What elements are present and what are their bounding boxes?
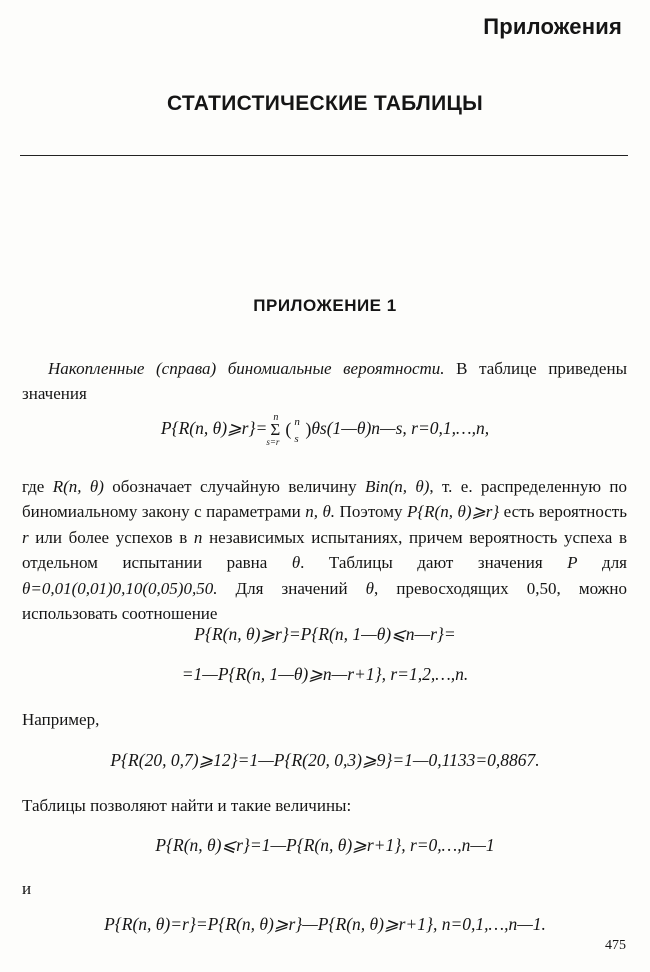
formula-cumulative-binomial bbox=[0, 412, 650, 448]
formula1-lhs: P{R(n, θ)⩾r}= bbox=[160, 418, 268, 439]
tables-text: Таблицы позволяют найти и такие величины: bbox=[22, 796, 352, 815]
formula1-term: θs(1—θ)n—s bbox=[311, 418, 403, 439]
formula-symmetry-line2: =1—P{R(n, 1—θ)⩾n—r+1}, r=1,2,…,n. bbox=[181, 664, 469, 684]
section-header: Приложения bbox=[483, 14, 622, 39]
bin-notation: Bin(n, θ) bbox=[365, 477, 430, 496]
intro-rest: В таблице приведены значения bbox=[22, 359, 627, 404]
example-label: Например, bbox=[22, 710, 100, 729]
binomial-coefficient: ( n s ) bbox=[285, 416, 312, 445]
rv-notation: R(n, θ) bbox=[52, 477, 104, 496]
page-number: 475 bbox=[605, 938, 626, 953]
intro-paragraph bbox=[22, 356, 627, 407]
and-label: и bbox=[22, 879, 32, 898]
formula-left-tail: P{R(n, θ)⩽r}=1—P{R(n, θ)⩾r+1}, r=0,…,n—1 bbox=[155, 835, 495, 855]
intro-italic-lead: Накопленные (справа) биномиальные вероятности. bbox=[48, 359, 445, 378]
definition-paragraph: где R(n, θ) обозначает случайную величину Bin(n, θ), т. е. распределенную по биномиальному закону с параметрами n, θ. Поэтому P{R(n, θ)⩾r} есть вероятность r или более успехов в n независимых испытаниях, причем вероятность успеха в отдельном испытании равна θ. Таблицы дают значения P для θ=0,01(0,01)0,10(0,05)0,50. Для значений θ, превосходящих 0,50, можно использовать соотношение bbox=[22, 477, 628, 624]
formula1-range: , r=0,1,…,n, bbox=[402, 418, 490, 439]
appendix-title: ПРИЛОЖЕНИЕ 1 bbox=[253, 296, 397, 315]
formula-example: P{R(20, 0,7)⩾12}=1—P{R(20, 0,3)⩾9}=1—0,1133=0,8867. bbox=[110, 750, 540, 770]
title-divider bbox=[20, 155, 628, 156]
formula-symmetry-line1: P{R(n, θ)⩾r}=P{R(n, 1—θ)⩽n—r}= bbox=[194, 624, 456, 644]
summation-symbol: n Σ s=r bbox=[266, 412, 281, 447]
main-title: СТАТИСТИЧЕСКИЕ ТАБЛИЦЫ bbox=[166, 92, 483, 115]
formula-point-probability: P{R(n, θ)=r}=P{R(n, θ)⩾r}—P{R(n, θ)⩾r+1}, n=0,1,…,n—1. bbox=[104, 914, 546, 934]
